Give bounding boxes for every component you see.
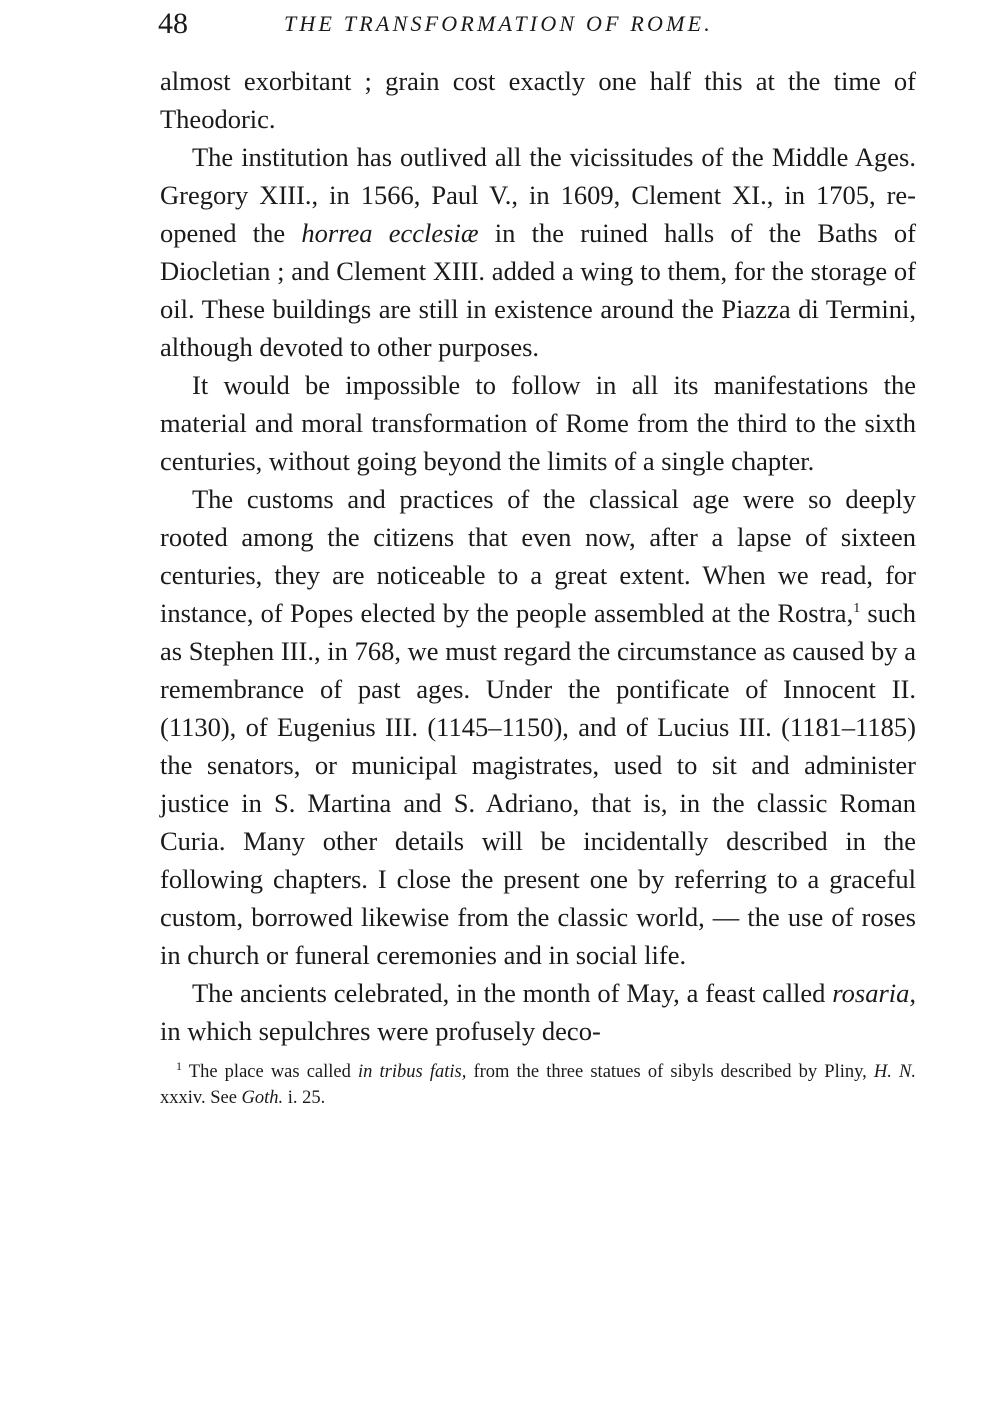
paragraph-text: It would be impossible to follow in all its manifestations the material and moral transformation of Rome from the third to the sixth centuries, without going beyond the limits of a single chapter. — [160, 370, 916, 476]
footnote-reference: 1 — [853, 601, 861, 617]
footnotes — [160, 1059, 916, 1111]
footnote-mark: 1 — [176, 1058, 182, 1073]
running-title: THE TRANSFORMATION OF ROME. — [284, 11, 714, 36]
footnote — [160, 1059, 916, 1111]
body-text — [160, 62, 916, 1050]
paragraph-text: The ancients celebrated, in the month of May, a feast called — [192, 978, 833, 1008]
italic-term: horrea ecclesiæ — [301, 218, 479, 248]
footnote-italic: Goth. — [241, 1088, 284, 1108]
page-number: 48 — [158, 7, 188, 40]
paragraph-text: The customs and practices of the classical age were so deeply rooted among the citizens that even now, after a lapse of sixteen centuries, they are noticeable to a great extent. When we read, for instance, of Popes elected by the people assembled at the Rostra, — [160, 484, 916, 628]
paragraph-text: such as Stephen III., in 768, we must regard the circumstance as caused by a remembrance of past ages. Under the pontificate of Innocent II. (1130), of Eugenius III. (1145–1150), and of Lucius III. (1181–1185) the senators, or municipal magistrates, used to sit and administer justice in S. Martina and S. Adriano, that is, in the classic Roman Curia. Many other details will be incidentally described in the following chapters. I close the present one by referring to a graceful custom, borrowed likewise from the classic world, — the use of roses in church or funeral ceremonies and in social life. — [160, 598, 916, 970]
paragraph — [160, 974, 916, 1050]
footnote-italic: H. N. — [873, 1062, 916, 1082]
footnote-text: xxxiv. See — [160, 1088, 242, 1108]
italic-term: rosaria, — [832, 978, 916, 1008]
footnote-text: i. 25. — [283, 1088, 326, 1108]
paragraph-text: The institution has outlived all the vicissitudes of the Middle Ages. Gregory XIII., in 1566, Paul V., in 1609, Clement XI., in 1705, re-opened the — [160, 142, 916, 248]
book-page — [160, 0, 916, 1111]
paragraph-text: in which sepulchres were profusely deco- — [160, 1016, 601, 1046]
footnote-text: The place was called — [182, 1062, 359, 1082]
paragraph — [160, 138, 916, 366]
paragraph — [160, 62, 916, 138]
paragraph-text: in the ruined halls of the Baths of Diocletian ; and Clement XIII. added a wing to them, for the storage of oil. These buildings are still in existence around the Piazza di Termini, although devoted to other purposes. — [160, 218, 917, 362]
paragraph — [160, 480, 916, 974]
running-head — [160, 6, 916, 46]
paragraph-text: almost exorbitant ; grain cost exactly one half this at the time of Theodoric. — [160, 66, 916, 134]
footnote-italic: in tribus fatis, — [358, 1062, 467, 1082]
paragraph — [160, 366, 916, 480]
footnote-text: from the three statues of sibyls described by Pliny, — [466, 1062, 874, 1082]
